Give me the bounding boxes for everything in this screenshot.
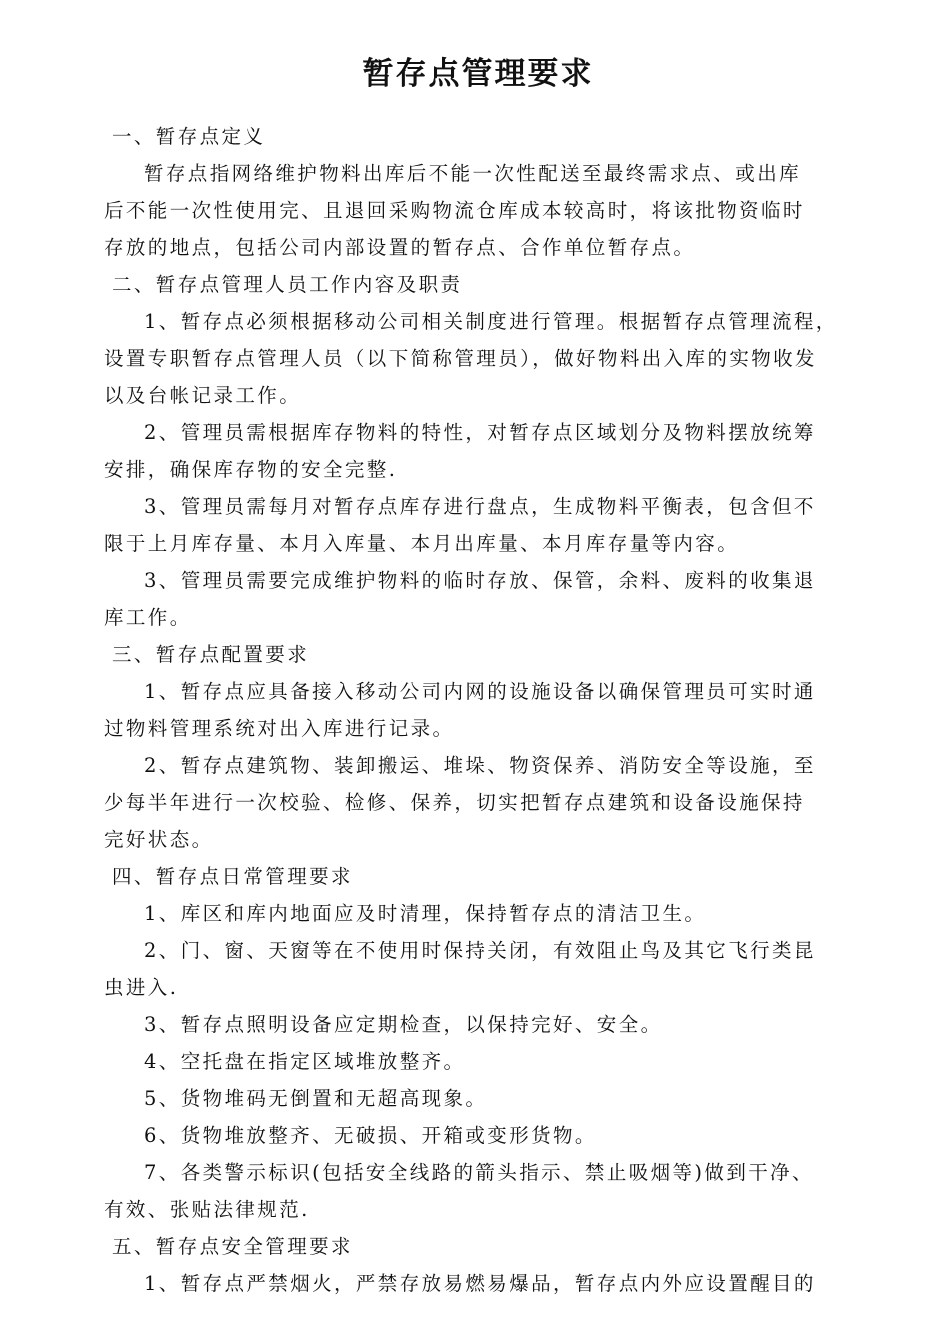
paragraph-line: 库工作。 xyxy=(104,606,192,629)
paragraph-line: 以及台帐记录工作。 xyxy=(104,384,302,407)
paragraph-line: 存放的地点，包括公司内部设置的暂存点、合作单位暂存点。 xyxy=(104,236,696,259)
paragraph-line: 过物料管理系统对出入库进行记录。 xyxy=(104,717,455,740)
paragraph-line: 暂存点指网络维护物料出库后不能一次性配送至最终需求点、或出库 xyxy=(144,162,802,185)
paragraph-line: 2、暂存点建筑物、装卸搬运、堆垛、物资保养、消防安全等设施，至 xyxy=(144,754,816,777)
paragraph-line: 完好状态。 xyxy=(104,828,214,851)
paragraph-line: 2、门、窗、天窗等在不使用时保持关闭，有效阻止鸟及其它飞行类昆 xyxy=(144,939,816,962)
document-page xyxy=(104,50,844,1302)
paragraph-line: 限于上月库存量、本月入库量、本月出库量、本月库存量等内容。 xyxy=(104,532,740,555)
paragraph-line: 少每半年进行一次校验、检修、保养，切实把暂存点建筑和设备设施保持 xyxy=(104,791,805,814)
paragraph-line: 3、管理员需每月对暂存点库存进行盘点，生成物料平衡表，包含但不 xyxy=(144,495,816,518)
paragraph-line: 7、各类警示标识(包括安全线路的箭头指示、禁止吸烟等)做到干净、 xyxy=(144,1161,814,1184)
paragraph-line: 1、暂存点必须根据移动公司相关制度进行管理。根据暂存点管理流程， xyxy=(144,310,838,333)
paragraph-line: 设置专职暂存点管理人员（以下简称管理员），做好物料出入库的实物收发 xyxy=(104,347,817,370)
paragraph-line: 1、库区和库内地面应及时清理，保持暂存点的清洁卫生。 xyxy=(144,902,707,925)
paragraph-line: 4、空托盘在指定区域堆放整齐。 xyxy=(144,1050,466,1073)
paragraph-line: 安排，确保库存物的安全完整. xyxy=(104,458,398,481)
paragraph-line: 1、暂存点严禁烟火，严禁存放易燃易爆品，暂存点内外应设置醒目的 xyxy=(144,1272,816,1295)
document-body xyxy=(104,118,844,1302)
paragraph-line: 有效、张贴法律规范. xyxy=(104,1198,310,1221)
paragraph-line: 6、货物堆放整齐、无破损、开箱或变形货物。 xyxy=(144,1124,597,1147)
paragraph-line: 2、管理员需根据库存物料的特性，对暂存点区域划分及物料摆放统筹 xyxy=(144,421,816,444)
section-heading: 二、暂存点管理人员工作内容及职责 xyxy=(112,273,463,296)
section-heading: 三、暂存点配置要求 xyxy=(112,643,310,666)
section-heading: 一、暂存点定义 xyxy=(112,125,266,148)
paragraph-line: 3、暂存点照明设备应定期检查，以保持完好、安全。 xyxy=(144,1013,663,1036)
paragraph-line: 后不能一次性使用完、且退回采购物流仓库成本较高时，将该批物资临时 xyxy=(104,199,805,222)
section-heading: 四、暂存点日常管理要求 xyxy=(112,865,353,888)
paragraph-line: 虫进入. xyxy=(104,976,179,999)
paragraph-line: 5、货物堆码无倒置和无超高现象。 xyxy=(144,1087,488,1110)
section-heading: 五、暂存点安全管理要求 xyxy=(112,1235,353,1258)
paragraph-line: 1、暂存点应具备接入移动公司内网的设施设备以确保管理员可实时通 xyxy=(144,680,816,703)
document-title: 暂存点管理要求 xyxy=(362,56,594,92)
paragraph-line: 3、管理员需要完成维护物料的临时存放、保管，余料、废料的收集退 xyxy=(144,569,816,592)
